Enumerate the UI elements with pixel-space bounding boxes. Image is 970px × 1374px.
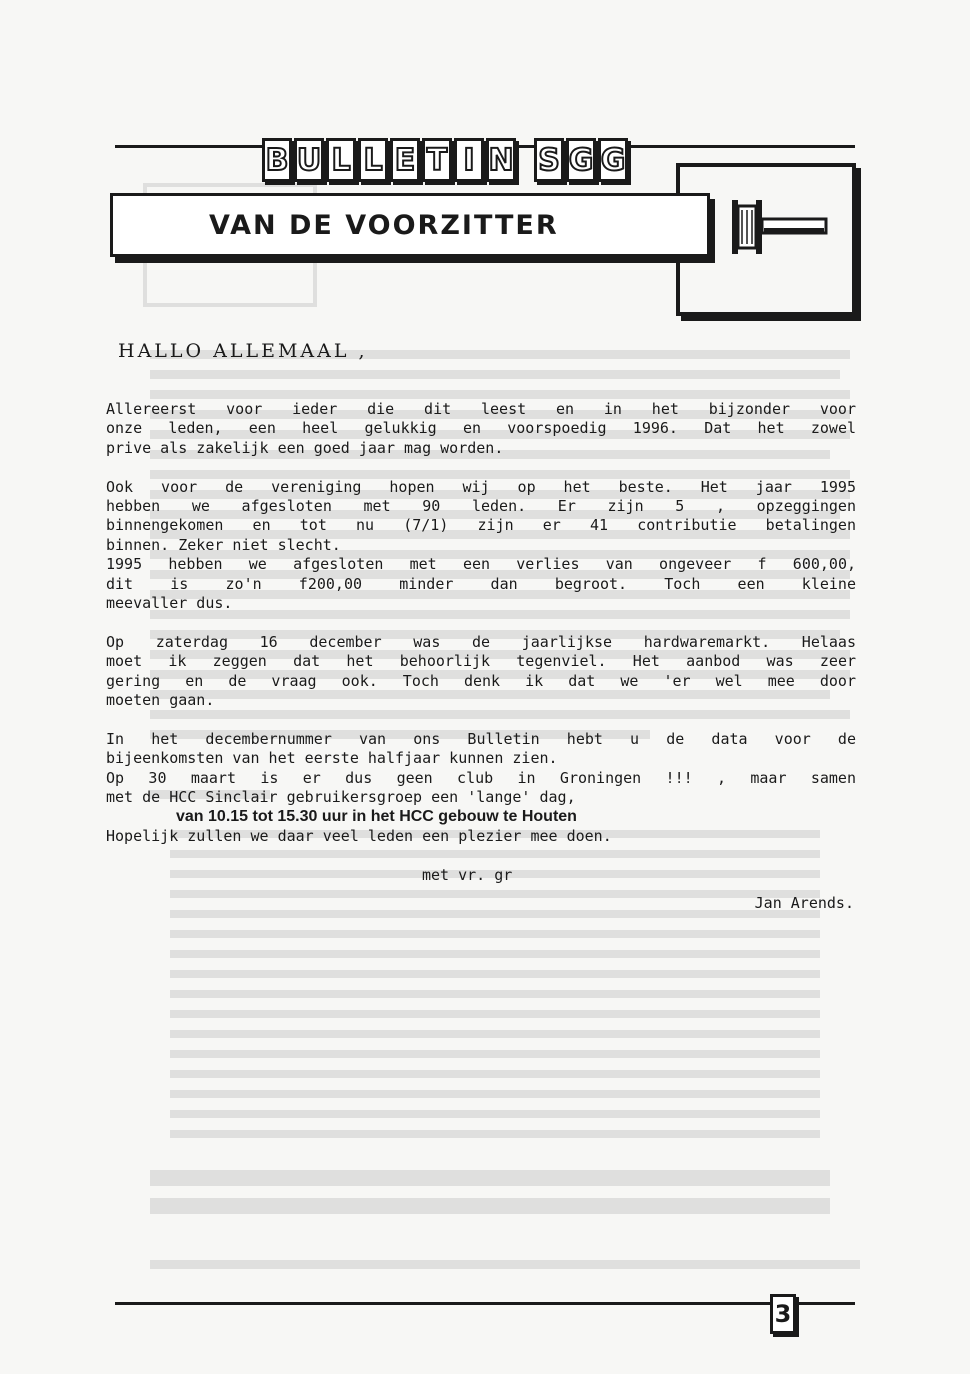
- letter-body: [106, 400, 856, 933]
- text-line: dit is zo'n f200,00 minder dan begroot. Toch een kleine: [106, 574, 856, 593]
- text-line: gering en de vraag ook. Toch denk ik dat we 'er wel mee door: [106, 671, 856, 690]
- text-line: Op 30 maart is er dus geen club in Groningen !!! , maar samen: [106, 768, 856, 787]
- paragraph-meetings: [106, 730, 856, 913]
- gavel-icon: [728, 192, 832, 262]
- logo-spacer: [518, 138, 532, 182]
- logo-letter: B: [262, 138, 292, 182]
- paragraph-new-year: [106, 400, 856, 458]
- logo-letter: S: [534, 138, 564, 182]
- signature-greeting: met vr. gr: [422, 866, 513, 885]
- logo-letter: L: [358, 138, 388, 182]
- logo-letter: L: [326, 138, 356, 182]
- paragraph-hardware-market: [106, 633, 856, 711]
- text-line: Op zaterdag 16 december was de jaarlijkse hardwaremarkt. Helaas: [106, 632, 856, 651]
- text-line: onze leden, een heel gelukkig en voorspoedig 1996. Dat het zowel: [106, 419, 856, 438]
- logo-letter: G: [566, 138, 596, 182]
- logo-letter: U: [294, 138, 324, 182]
- logo-letter: T: [422, 138, 452, 182]
- section-title: VAN DE VOORZITTER: [209, 209, 559, 241]
- section-title-box: [110, 193, 710, 257]
- meeting-time-highlight: van 10.15 tot 15.30 uur in het HCC gebouw te Houten: [176, 808, 577, 826]
- text-line: moeten gaan.: [106, 691, 215, 710]
- text-line: meevaller dus.: [106, 594, 233, 613]
- text-line: binnen. Zeker niet slecht.: [106, 535, 341, 554]
- text-line: In het decembernummer van ons Bulletin hebt u de data voor de: [106, 729, 856, 748]
- greeting: HALLO ALLEMAAL ,: [118, 340, 368, 362]
- page-number: 3: [770, 1294, 796, 1334]
- logo-letter: G: [598, 138, 628, 182]
- text-line: Ook voor de vereniging hopen wij op het beste. Het jaar 1995: [106, 477, 856, 496]
- logo-letter: E: [390, 138, 420, 182]
- text-line: 1995 hebben we afgesloten met een verlies van ongeveer f 600,00,: [106, 555, 856, 574]
- text-line: met de HCC Sinclair gebruikersgroep een 'lange' dag,: [106, 788, 576, 807]
- text-line: Hopelijk zullen we daar veel leden een plezier mee doen.: [106, 826, 612, 845]
- paragraph-association: [106, 478, 856, 614]
- bottom-rule: [115, 1302, 855, 1305]
- text-line: moet ik zeggen dat het behoorlijk tegenviel. Het aanbod was zeer: [106, 652, 856, 671]
- text-line: hebben we afgesloten met 90 leden. Er zijn 5 , opzeggingen: [106, 497, 856, 516]
- text-line: bijeenkomsten van het eerste halfjaar kunnen zien.: [106, 749, 558, 768]
- logo-letter: I: [454, 138, 484, 182]
- bulletin-sgg-logo: [262, 138, 628, 182]
- text-line: prive als zakelijk een goed jaar mag worden.: [106, 438, 504, 457]
- text-line: binnengekomen en tot nu (7/1) zijn er 41 contributie betalingen: [106, 516, 856, 535]
- logo-letter: N: [486, 138, 516, 182]
- signature-name: Jan Arends.: [754, 893, 854, 912]
- text-line: Allereerst voor ieder die dit leest en in het bijzonder voor: [106, 400, 856, 418]
